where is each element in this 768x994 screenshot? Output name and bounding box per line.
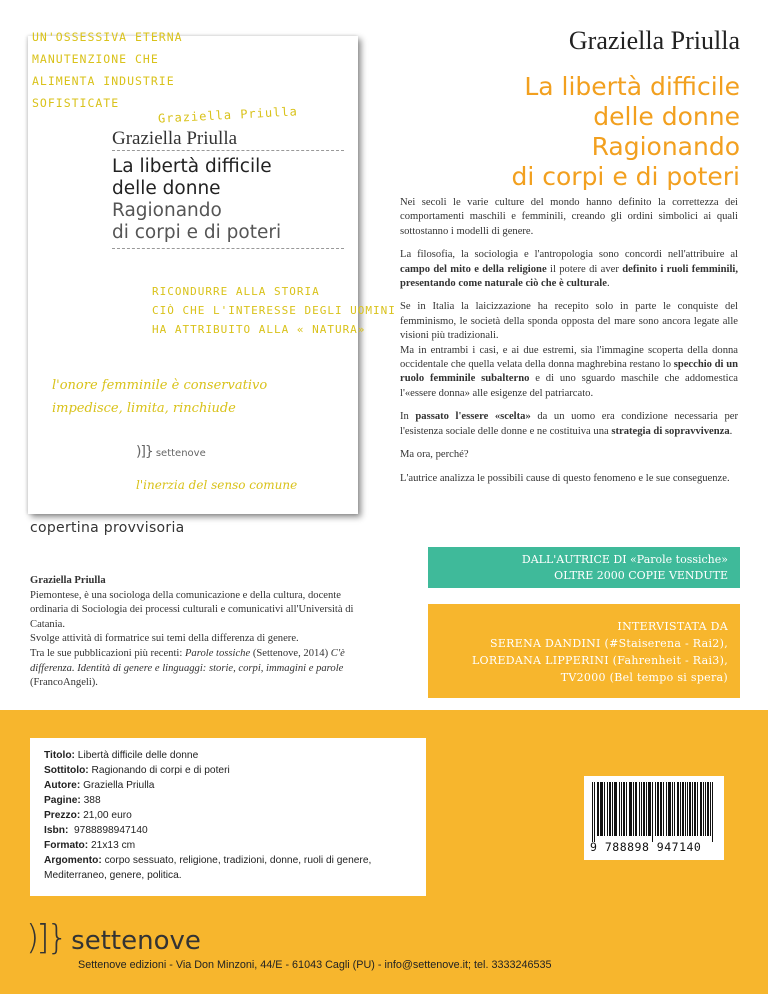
barcode-bar <box>623 782 624 836</box>
barcode-bar <box>700 782 701 836</box>
barcode-bar <box>636 782 637 836</box>
badge-line: TV2000 (Bel tempo si spera) <box>560 671 728 684</box>
cover-publisher-logo <box>136 444 206 460</box>
detail-subtitle: Sottitolo: Ragionando di corpi e di poteri <box>44 765 230 776</box>
cover-subtitle-line: di corpi e di poteri <box>112 222 282 243</box>
barcode-bar <box>705 782 706 836</box>
barcode-bar <box>652 782 653 842</box>
settenove-logo-icon: )]} <box>136 444 153 460</box>
barcode-bar <box>680 782 681 836</box>
barcode-bar <box>670 782 671 836</box>
interview-badge <box>428 604 740 698</box>
barcode-bar <box>633 782 634 836</box>
title-line: La libertà difficile <box>524 72 740 101</box>
detail-pages: Pagine: 388 <box>44 795 101 806</box>
barcode-bar <box>682 782 683 836</box>
page-title <box>511 72 740 192</box>
description-paragraph: In passato l'essere «scelta» da un uomo era condizione necessaria per l'esistenza sociale delle donne e ne costituiva una strategia di sopravvivenza. <box>400 411 738 437</box>
settenove-logo-icon: )]} <box>26 918 66 958</box>
barcode-bar <box>657 782 658 836</box>
detail-format: Formato: 21x13 cm <box>44 840 136 851</box>
barcode-bar <box>666 782 667 836</box>
book-cover <box>28 30 396 514</box>
publisher-name: settenove <box>71 926 201 956</box>
barcode-digits: 9 788898 947140 <box>590 840 702 854</box>
barcode-bar <box>690 782 691 836</box>
barcode-bar <box>658 782 659 836</box>
bio-line: Piemontese, è una sociologa della comunicazione e della cultura, docente ordinaria di Sociologia dei processi culturali e comunicativi all'Università di Catania. <box>30 589 354 630</box>
badge-line: DALL'AUTRICE DI «Parole tossiche» <box>521 553 728 566</box>
description-paragraph: Ma ora, perché? <box>400 449 469 461</box>
handwritten-note-top: UN'OSSESSIVA ETERNA MANUTENZIONE CHE ALIMENTA INDUSTRIE SOFISTICATE <box>32 30 183 110</box>
barcode-bar <box>594 782 595 842</box>
detail-price: Prezzo: 21,00 euro <box>44 810 132 821</box>
cover-subtitle-line: Ragionando <box>112 200 222 221</box>
book-description <box>400 196 738 495</box>
barcode-bar <box>646 782 647 836</box>
barcode-bar <box>689 782 690 836</box>
barcode-bar <box>648 782 649 836</box>
cover-title-line: delle donne <box>112 178 221 199</box>
description-paragraph: Nei secoli le varie culture del mondo hanno definito la correttezza dei comportamenti maschili e femminili, creando gli ordini simbolici ai quali sottostanno i modelli di genere. <box>400 197 738 237</box>
badge-line: SERENA DANDINI (#Staiserena - Rai2), <box>490 637 728 650</box>
description-paragraph: La filosofia, la sociologia e l'antropologia sono concordi nell'attribuire al campo del mito e della religione il potere di aver definito i ruoli femminili, presentando come naturale ciò che è culturale. <box>400 249 738 290</box>
barcode-bar <box>607 782 608 836</box>
book-details-box <box>30 738 426 896</box>
barcode-bar <box>635 782 636 836</box>
barcode-bar <box>703 782 704 836</box>
barcode-bar <box>631 782 632 836</box>
badge-line: INTERVISTATA DA <box>617 620 728 633</box>
barcode-bar <box>697 782 698 836</box>
barcode-bar <box>614 782 615 836</box>
barcode-bar <box>630 782 631 836</box>
isbn-barcode <box>584 776 724 860</box>
description-paragraph: Se in Italia la laicizzazione ha recepito solo in parte le conquiste del femminismo, le società della sponda opposta del mare sono ancora legate alle visioni più tradizionali. <box>400 301 738 342</box>
cover-author: Graziella Priulla <box>112 128 238 149</box>
barcode-bar <box>619 782 620 836</box>
barcode-bar <box>641 782 642 836</box>
bio-line: Svolge attività di formatrice sui temi della differenza di genere. <box>30 633 299 645</box>
bio-name: Graziella Priulla <box>30 575 106 586</box>
barcode-bar <box>615 782 616 836</box>
bio-line: Tra le sue pubblicazioni più recenti: Parole tossiche (Settenove, 2014) C'è differenza. Identità di genere e linguaggi: storie, corpi, immagini e parole (FrancoAngeli). <box>30 647 345 689</box>
cover-title-line: La libertà difficile <box>112 156 272 177</box>
barcode-bar <box>597 782 598 836</box>
barcode-bar <box>609 782 610 836</box>
barcode-bar <box>708 782 709 836</box>
barcode-bar <box>643 782 644 836</box>
barcode-bar <box>612 782 613 836</box>
page-author: Graziella Priulla <box>568 26 740 55</box>
publisher-address: Settenove edizioni - Via Don Minzoni, 44/E - 61043 Cagli (PU) - info@settenove.it; tel. 3333246535 <box>78 959 552 971</box>
cover-divider <box>112 150 344 151</box>
barcode-bar <box>616 782 617 836</box>
barcode-bar <box>661 782 662 836</box>
barcode-bar <box>672 782 673 836</box>
handwritten-note-lower: l'onore femminile è conservativo impedisce, limita, rinchiude <box>52 378 268 416</box>
barcode-bar <box>710 782 711 836</box>
barcode-bar <box>600 782 601 836</box>
barcode-bar <box>639 782 640 836</box>
barcode-bar <box>674 782 675 836</box>
barcode-bar <box>687 782 688 836</box>
barcode-bar <box>692 782 693 836</box>
barcode-bar <box>592 782 593 842</box>
detail-author: Autore: Graziella Priulla <box>44 780 155 791</box>
barcode-bar <box>683 782 684 836</box>
barcode-bar <box>626 782 627 836</box>
barcode-bar <box>601 782 602 836</box>
barcode-bar <box>663 782 664 836</box>
handwritten-note-middle: RICONDURRE ALLA STORIA CIÒ CHE L'INTERESSE DEGLI UOMINI HA ATTRIBUITO ALLA « NATURA» <box>152 285 396 336</box>
barcode-bar <box>624 782 625 836</box>
barcode-bar <box>610 782 611 836</box>
cover-caption: copertina provvisoria <box>30 520 185 536</box>
barcode-bar <box>685 782 686 836</box>
title-line: delle donne <box>593 102 740 131</box>
barcode-bar <box>629 782 630 836</box>
description-paragraph: L'autrice analizza le possibili cause di questo fenomeno e le sue conseguenze. <box>400 472 730 484</box>
sales-badge <box>428 547 740 588</box>
barcode-bar <box>660 782 661 836</box>
barcode-bar <box>694 782 695 836</box>
description-paragraph: Ma in entrambi i casi, e ai due estremi, sia l'immagine scoperta della donna occidentale che quella velata della donna maghrebina restano lo specchio di un ruolo femminile subalterno e di uno sguardo maschile che addomestica l'«essere donna» alle esigenze del patriarcato. <box>400 344 739 399</box>
cover-title <box>112 156 281 244</box>
cover-divider <box>112 248 344 249</box>
author-bio <box>30 574 370 691</box>
handwritten-note-bottom: l'inerzia del senso comune <box>136 478 298 492</box>
footer-band <box>0 710 768 994</box>
detail-topic: Argomento: corpo sessuato, religione, tradizioni, donne, ruoli di genere, Mediterraneo, genere, politica. <box>44 855 372 881</box>
barcode-bar <box>678 782 679 836</box>
barcode-bar <box>598 782 599 836</box>
barcode-bar <box>621 782 622 836</box>
badge-line: LOREDANA LIPPERINI (Fahrenheit - Rai3), <box>471 654 728 667</box>
detail-title: Titolo: Libertà difficile delle donne <box>44 750 199 761</box>
barcode-bar <box>701 782 702 836</box>
badge-line: OLTRE 2000 COPIE VENDUTE <box>554 569 728 582</box>
barcode-bar <box>707 782 708 836</box>
barcode-bar <box>669 782 670 836</box>
barcode-bar <box>649 782 650 836</box>
barcode-bar <box>644 782 645 836</box>
barcode-bar <box>602 782 603 836</box>
barcode-bar <box>668 782 669 836</box>
handwritten-signature: Graziella Priulla <box>157 104 299 126</box>
barcode-bar <box>695 782 696 836</box>
barcode-bar <box>677 782 678 836</box>
title-line: Ragionando <box>591 132 740 161</box>
publisher-logo <box>26 918 201 958</box>
cover-logo-text: settenove <box>155 448 206 459</box>
barcode-bar <box>650 782 651 836</box>
barcode-bar <box>712 782 713 842</box>
barcode-bars <box>590 782 718 842</box>
barcode-bar <box>604 782 605 836</box>
title-line: di corpi e di poteri <box>511 162 740 191</box>
detail-isbn: Isbn: 9788898947140 <box>44 825 148 836</box>
barcode-bar <box>655 782 656 836</box>
